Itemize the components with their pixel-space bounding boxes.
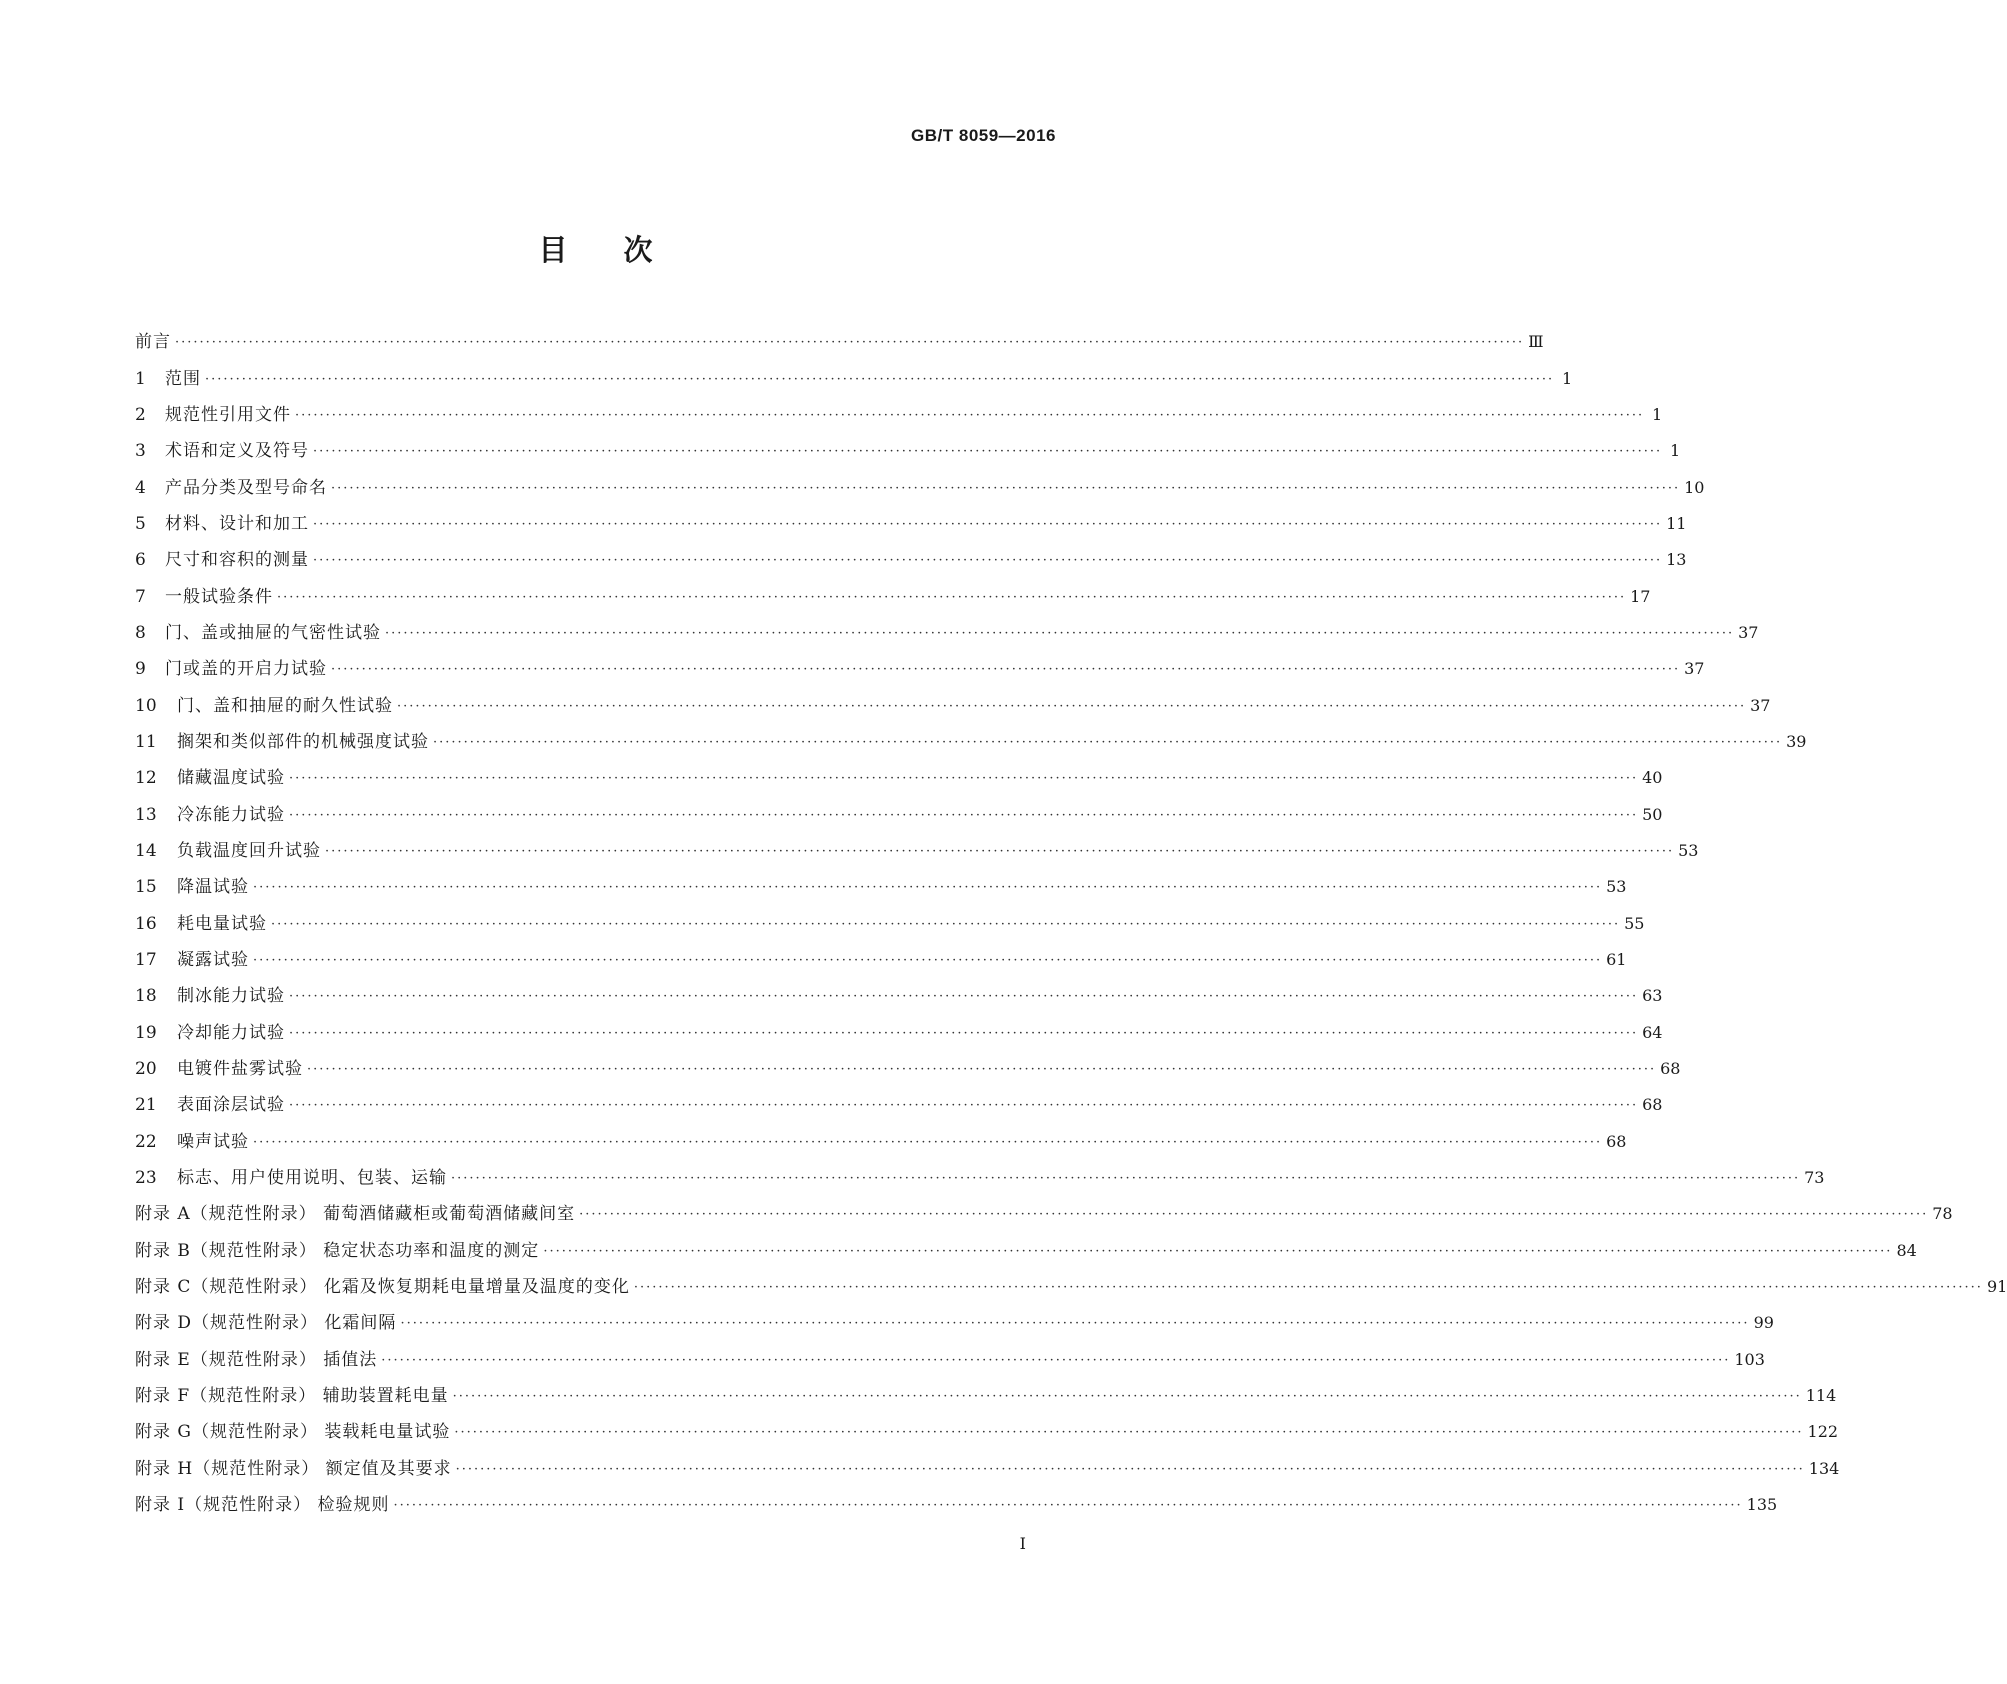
toc-entry-label: 附录 H（规范性附录） 额定值及其要求 [135,1458,452,1479]
toc-entry-label: 冷冻能力试验 [177,804,285,825]
toc-entry-page: 37 [1738,622,1759,642]
toc-entry[interactable] [135,1160,1825,1196]
toc-entry[interactable] [135,1124,1627,1160]
toc-entry-label: 电镀件盐雾试验 [177,1059,303,1080]
toc-entry-leader-dots: ···························································································································································································································· [277,589,1627,605]
toc-entry-number: 9 [135,659,146,680]
toc-entry[interactable] [135,833,1699,869]
toc-entry-leader-dots: ···························································································································································································································· [400,1316,1750,1332]
toc-entry-leader-dots: ···························································································································································································································· [205,371,1555,387]
toc-entry-page: 103 [1734,1349,1765,1369]
toc-entry-leader-dots: ···························································································································································································································· [331,662,1681,678]
toc-entry-label: 噪声试验 [177,1131,249,1152]
toc-entry-label: 耗电量试验 [177,913,267,934]
toc-entry[interactable] [135,1342,1765,1378]
toc-entry[interactable] [135,1051,1681,1087]
toc-entry-page: 40 [1642,768,1663,788]
toc-entry[interactable] [135,651,1705,687]
toc-entry-page: 135 [1746,1495,1778,1515]
toc-entry-label: 材料、设计和加工 [165,513,309,534]
toc-entry[interactable] [135,687,1771,723]
toc-entry-label: 附录 A（规范性附录） 葡萄酒储藏柜或葡萄酒储藏间室 [135,1204,576,1225]
toc-entry[interactable] [135,615,1759,651]
toc-entry-page: 134 [1808,1458,1840,1478]
toc-entry-page: 53 [1606,877,1627,897]
toc-entry-leader-dots: ···························································································································································································································· [433,734,1783,750]
toc-entry-number: 3 [135,441,146,462]
toc-entry-page: 114 [1805,1386,1837,1406]
toc-entry-number: 19 [135,1022,157,1043]
toc-entry-label: 附录 D（规范性附录） 化霜间隔 [135,1313,397,1334]
toc-entry[interactable] [135,1305,1774,1341]
toc-entry-label: 制冰能力试验 [177,986,285,1007]
toc-entry-label: 附录 F（规范性附录） 辅助装置耗电量 [135,1386,449,1407]
toc-entry-page: 13 [1666,550,1687,570]
toc-entry-leader-dots: ···························································································································································································································· [397,698,1747,714]
toc-entry[interactable] [135,433,1681,469]
toc-entry-leader-dots: ···························································································································································································································· [313,516,1663,532]
toc-entry-label: 前言 [135,332,171,353]
toc-entry-number: 18 [135,986,157,1007]
toc-entry-leader-dots: ···························································································································································································································· [393,1498,1743,1514]
toc-entry-label: 降温试验 [177,877,249,898]
toc-entry-label: 尺寸和容积的测量 [165,550,309,571]
toc-entry-number: 1 [135,368,146,389]
toc-entry-leader-dots: ···························································································································································································································· [381,1352,1731,1368]
toc-entry-leader-dots: ···························································································································································································································· [271,916,1621,932]
toc-entry-number: 4 [135,477,146,498]
toc-entry-page: 84 [1896,1240,1917,1260]
toc-entry-label: 产品分类及型号命名 [165,477,327,498]
toc-entry-number: 16 [135,913,157,934]
toc-entry-number: 5 [135,513,146,534]
toc-entry-label: 负载温度回升试验 [177,840,321,861]
toc-entry[interactable] [135,796,1663,832]
toc-entry-number: 22 [135,1131,157,1152]
toc-entry-page: 63 [1642,986,1663,1006]
toc-entry-page: 10 [1684,477,1705,497]
toc-entry-label: 附录 B（规范性附录） 稳定状态功率和温度的测定 [135,1240,540,1261]
toc-entry[interactable] [135,978,1663,1014]
toc-entry-page: 17 [1630,586,1651,606]
toc-entry[interactable] [135,906,1645,942]
toc-entry-leader-dots: ···························································································································································································································· [253,1134,1603,1150]
toc-entry-label: 附录 I（规范性附录） 检验规则 [135,1495,390,1516]
toc-entry[interactable] [135,506,1687,542]
toc-entry-page: 50 [1642,804,1663,824]
toc-entry-page: 1 [1651,404,1663,424]
toc-entry[interactable] [135,724,1807,760]
toc-entry-leader-dots: ···························································································································································································································· [289,807,1639,823]
toc-entry-number: 21 [135,1095,157,1116]
toc-entry-label: 搁架和类似部件的机械强度试验 [177,731,429,752]
toc-entry[interactable] [135,1414,1839,1450]
toc-entry[interactable] [135,1451,1840,1487]
toc-entry-label: 表面涂层试验 [177,1095,285,1116]
toc-entry[interactable] [135,1378,1837,1414]
toc-entry[interactable] [135,1233,1917,1269]
toc-entry-number: 23 [135,1168,157,1189]
toc-entry-leader-dots: ···························································································································································································································· [455,1461,1805,1477]
toc-entry[interactable] [135,542,1687,578]
toc-entry-page: 53 [1678,840,1699,860]
toc-entry-label: 术语和定义及符号 [165,441,309,462]
toc-entry-leader-dots: ···························································································································································································································· [325,843,1675,859]
toc-entry-label: 门或盖的开启力试验 [165,659,327,680]
toc-entry-number: 13 [135,804,157,825]
toc-entry-leader-dots: ···························································································································································································································· [633,1280,1983,1296]
toc-entry-page: 55 [1624,913,1645,933]
toc-entry-leader-dots: ···························································································································································································································· [289,1098,1639,1114]
toc-entry-leader-dots: ···························································································································································································································· [543,1243,1893,1259]
toc-entry[interactable] [135,397,1663,433]
toc-entry[interactable] [135,578,1651,614]
toc-entry-page: Ⅲ [1528,332,1544,352]
toc-entry-label: 附录 G（规范性附录） 装载耗电量试验 [135,1422,451,1443]
toc-entry-leader-dots: ···························································································································································································································· [313,553,1663,569]
toc-entry-number: 10 [135,695,157,716]
toc-entry-label: 一般试验条件 [165,586,273,607]
toc-entry-number: 2 [135,404,146,425]
toc-entry-leader-dots: ···························································································································································································································· [331,480,1681,496]
toc-entry-number: 17 [135,950,157,971]
toc-entry-leader-dots: ···························································································································································································································· [289,771,1639,787]
toc-entry-leader-dots: ···························································································································································································································· [253,880,1603,896]
toc-entry[interactable] [135,1269,2007,1305]
toc-entry-label: 附录 C（规范性附录） 化霜及恢复期耗电量增量及温度的变化 [135,1277,630,1298]
table-of-contents [135,324,2007,1523]
toc-entry-leader-dots: ···························································································································································································································· [175,335,1525,351]
toc-entry-leader-dots: ···························································································································································································································· [313,444,1663,460]
toc-entry-label: 标志、用户使用说明、包装、运输 [177,1168,447,1189]
toc-entry-page: 37 [1684,659,1705,679]
toc-entry-page: 68 [1660,1059,1681,1079]
toc-entry-leader-dots: ···························································································································································································································· [307,1062,1657,1078]
toc-entry-page: 99 [1753,1313,1774,1333]
standard-number: GB/T 8059—2016 [911,126,1056,145]
toc-entry-leader-dots: ···························································································································································································································· [579,1207,1929,1223]
toc-entry-page: 37 [1750,695,1771,715]
page-number: I [1019,1534,1026,1553]
toc-entry-page: 73 [1804,1168,1825,1188]
toc-entry-page: 68 [1606,1131,1627,1151]
toc-entry-number: 15 [135,877,157,898]
toc-entry-leader-dots: ···························································································································································································································· [451,1171,1801,1187]
toc-entry-number: 20 [135,1059,157,1080]
toc-entry-label: 规范性引用文件 [165,404,291,425]
toc-entry-page: 61 [1606,950,1627,970]
toc-entry-label: 门、盖和抽屉的耐久性试验 [177,695,393,716]
toc-entry[interactable] [135,760,1663,796]
toc-entry-page: 78 [1932,1204,1953,1224]
toc-entry-leader-dots: ···························································································································································································································· [385,625,1735,641]
toc-entry[interactable] [135,324,1544,360]
toc-entry-page: 11 [1666,513,1687,533]
toc-entry-page: 91 [1986,1277,2007,1297]
toc-entry-page: 68 [1642,1095,1663,1115]
toc-entry[interactable] [135,1196,1953,1232]
toc-entry-number: 11 [135,731,157,752]
toc-entry-leader-dots: ···························································································································································································································· [289,989,1639,1005]
toc-entry-number: 14 [135,840,157,861]
toc-entry[interactable] [135,1087,1663,1123]
toc-entry[interactable] [135,1015,1663,1051]
toc-entry-label: 储藏温度试验 [177,768,285,789]
toc-entry-label: 凝露试验 [177,950,249,971]
toc-entry-number: 7 [135,586,146,607]
toc-entry-number: 12 [135,768,157,789]
toc-entry-leader-dots: ···························································································································································································································· [452,1389,1802,1405]
toc-entry[interactable] [135,360,1573,396]
toc-entry-leader-dots: ···························································································································································································································· [289,1025,1639,1041]
toc-entry-page: 1 [1561,368,1573,388]
toc-entry-page: 122 [1807,1422,1839,1442]
toc-entry-leader-dots: ···························································································································································································································· [295,407,1645,423]
toc-entry-page: 64 [1642,1022,1663,1042]
toc-entry-number: 6 [135,550,146,571]
page-title: 目次 [538,233,709,267]
toc-entry-leader-dots: ···························································································································································································································· [454,1425,1804,1441]
toc-entry[interactable] [135,469,1705,505]
toc-entry-label: 冷却能力试验 [177,1022,285,1043]
toc-entry-label: 附录 E（规范性附录） 插值法 [135,1349,378,1370]
toc-entry-label: 范围 [165,368,201,389]
toc-entry-page: 1 [1669,441,1681,461]
toc-entry[interactable] [135,942,1627,978]
toc-entry[interactable] [135,1487,1778,1523]
toc-entry-label: 门、盖或抽屉的气密性试验 [165,622,381,643]
toc-entry-number: 8 [135,622,146,643]
toc-entry-leader-dots: ···························································································································································································································· [253,953,1603,969]
toc-entry-page: 39 [1786,731,1807,751]
toc-entry[interactable] [135,869,1627,905]
